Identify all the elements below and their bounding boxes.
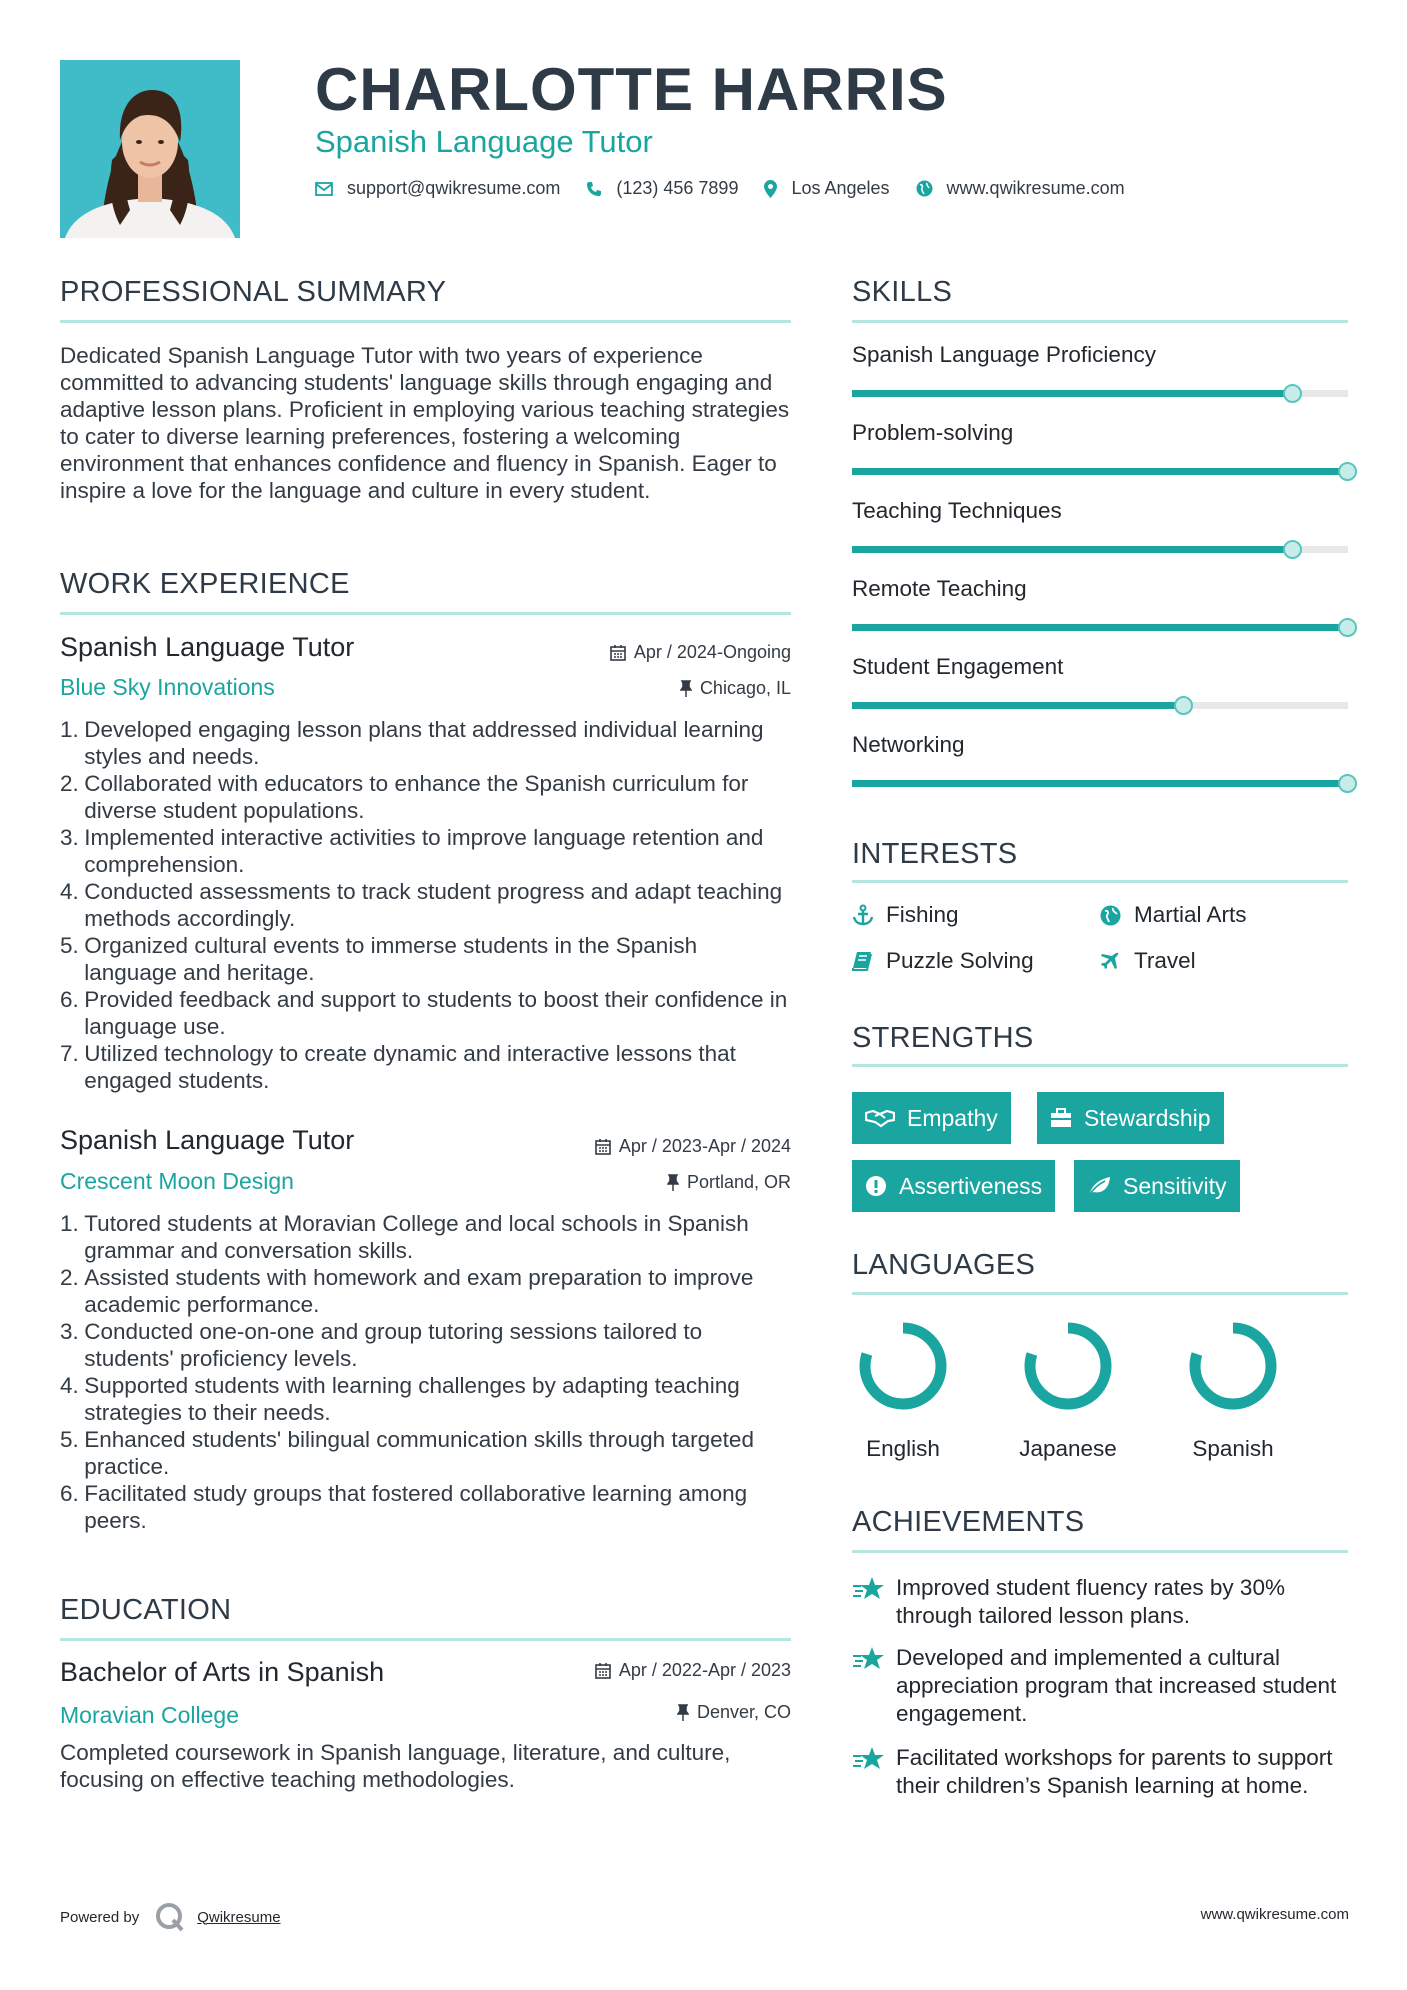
education-location-text: Denver, CO <box>696 1702 791 1722</box>
interests-heading: INTERESTS <box>852 838 1018 870</box>
list-item: 4. Conducted assessments to track student progress and adapt teaching methods accordingly. <box>60 879 783 931</box>
strength-chip <box>852 1160 1055 1212</box>
job-2-dates <box>595 1136 791 1157</box>
pushpin-icon <box>680 680 692 697</box>
contact-bar <box>315 178 1151 199</box>
skill-bar-track <box>852 546 1348 553</box>
job-2-bullets <box>60 1210 795 1534</box>
calendar-icon <box>595 1138 611 1155</box>
profile-photo-image <box>60 60 240 238</box>
strength-chip <box>1074 1160 1240 1212</box>
work-divider <box>60 612 791 615</box>
skill-bar-track <box>852 624 1348 631</box>
list-item: 7. Utilized technology to create dynamic and interactive lessons that engaged students. <box>60 1041 736 1093</box>
skill-bar-knob <box>1338 618 1357 637</box>
star-icon <box>852 1574 896 1630</box>
map-pin-icon <box>764 180 777 198</box>
summary-divider <box>60 320 791 323</box>
language-name: Spanish <box>1192 1436 1274 1461</box>
candidate-role: Spanish Language Tutor <box>315 124 653 159</box>
interest-item <box>852 902 959 928</box>
language-name: English <box>866 1436 940 1461</box>
list-item: 3. Conducted one-on-one and group tutoring sessions tailored to students' proficiency levels. <box>60 1319 703 1371</box>
skill-bar-knob <box>1338 462 1357 481</box>
skills-divider <box>852 320 1348 323</box>
education-dates-text: Apr / 2022-Apr / 2023 <box>618 1660 791 1680</box>
skill-bar-track <box>852 468 1348 475</box>
list-item: 5. Enhanced students' bilingual communication skills through targeted practice. <box>60 1427 754 1479</box>
interest-label: Puzzle Solving <box>886 948 1034 973</box>
job-1-location-text: Chicago, IL <box>699 678 791 698</box>
job-2-company: Crescent Moon Design <box>60 1168 294 1194</box>
achievement-text: Improved student fluency rates by 30% through tailored lesson plans. <box>896 1575 1285 1628</box>
summary-text: Dedicated Spanish Language Tutor with two years of experience committed to advancing students' language skills through engaging and adaptive lesson plans. Proficient in employing various teaching strategies to cater to diverse learning preferences, fostering a welcoming environment that enhances confidence and fluency in Spanish. Eager to inspire a love for the language and culture in every student. <box>60 343 790 503</box>
handshake-icon <box>865 1108 895 1128</box>
book-icon <box>852 951 886 971</box>
contact-email[interactable] <box>315 178 560 199</box>
skill-bar-knob <box>1283 384 1302 403</box>
achievement-item <box>852 1744 1352 1800</box>
pushpin-icon <box>677 1704 689 1721</box>
language-item <box>838 1318 968 1462</box>
languages-heading: LANGUAGES <box>852 1249 1036 1281</box>
skill-bar-fill <box>852 546 1293 553</box>
skill-bar-fill <box>852 624 1348 631</box>
skill-name: Problem-solving <box>852 420 1014 445</box>
contact-phone[interactable] <box>586 178 738 199</box>
achievement-item <box>852 1574 1352 1630</box>
summary-heading: PROFESSIONAL SUMMARY <box>60 276 447 308</box>
job-1-location <box>680 678 791 699</box>
strength-label: Sensitivity <box>1123 1172 1227 1199</box>
strengths-heading: STRENGTHS <box>852 1022 1034 1054</box>
education-dates <box>595 1660 791 1681</box>
pushpin-icon <box>667 1174 679 1191</box>
contact-email-text: support@qwikresume.com <box>347 178 561 198</box>
list-item: 3. Implemented interactive activities to improve language retention and comprehension. <box>60 825 764 877</box>
strength-label: Stewardship <box>1084 1104 1211 1131</box>
language-ring <box>855 1318 951 1414</box>
education-heading: EDUCATION <box>60 1594 232 1626</box>
brand-link[interactable]: Qwikresume <box>197 1908 281 1926</box>
footer-powered-by <box>60 1902 281 1932</box>
education-text: Completed coursework in Spanish language, literature, and culture, focusing on effective teaching methodologies. <box>60 1740 731 1792</box>
job-2-title: Spanish Language Tutor <box>60 1125 355 1155</box>
skill-bar-knob <box>1283 540 1302 559</box>
skill-bar-knob <box>1338 774 1357 793</box>
envelope-icon <box>315 182 333 196</box>
achievement-text: Facilitated workshops for parents to support their children’s Spanish learning at home. <box>896 1745 1333 1798</box>
skill-bar-fill <box>852 702 1184 709</box>
footer-website[interactable]: www.qwikresume.com <box>1200 1906 1349 1923</box>
skill-name: Spanish Language Proficiency <box>852 342 1156 367</box>
skill-bar-fill <box>852 468 1348 475</box>
leaf-icon <box>1087 1176 1111 1196</box>
achievement-item <box>852 1644 1352 1728</box>
achievement-text: Developed and implemented a cultural appreciation program that increased student engagement. <box>896 1645 1337 1726</box>
star-icon <box>852 1644 896 1728</box>
contact-phone-text: (123) 456 7899 <box>616 178 739 198</box>
globe-icon <box>916 180 933 197</box>
strength-chip <box>852 1092 1011 1144</box>
plane-icon <box>1100 951 1134 971</box>
job-1-dates-text: Apr / 2024-Ongoing <box>633 642 791 662</box>
list-item: 4. Supported students with learning challenges by adapting teaching strategies to their needs. <box>60 1373 740 1425</box>
language-ring-arc <box>1030 1328 1106 1404</box>
calendar-icon <box>595 1662 611 1679</box>
skill-bar-track <box>852 390 1348 397</box>
list-item: 2. Assisted students with homework and exam preparation to improve academic performance. <box>60 1265 754 1317</box>
skills-heading: SKILLS <box>852 276 953 308</box>
job-1-dates <box>610 642 791 663</box>
achievements-divider <box>852 1550 1348 1553</box>
list-item: 6. Provided feedback and support to students to boost their confidence in language use. <box>60 987 788 1039</box>
skill-bar-track <box>852 702 1348 709</box>
anchor-icon <box>852 904 886 926</box>
skill-name: Student Engagement <box>852 654 1064 679</box>
languages-divider <box>852 1292 1348 1295</box>
skill-bar-knob <box>1174 696 1193 715</box>
interest-label: Travel <box>1134 948 1196 973</box>
strength-chip <box>1037 1092 1224 1144</box>
globe-icon <box>1100 905 1134 926</box>
interests-divider <box>852 880 1348 883</box>
language-name: Japanese <box>1019 1436 1117 1461</box>
job-2-location <box>667 1172 791 1193</box>
language-ring <box>1020 1318 1116 1414</box>
education-location <box>677 1702 791 1723</box>
education-school: Moravian College <box>60 1702 239 1728</box>
list-item: 2. Collaborated with educators to enhance the Spanish curriculum for diverse student populations. <box>60 771 749 823</box>
list-item: 6. Facilitated study groups that fostered collaborative learning among peers. <box>60 1481 748 1533</box>
qwikresume-logo-icon <box>155 1902 185 1932</box>
exclamation-icon <box>865 1175 887 1197</box>
contact-location-text: Los Angeles <box>791 178 890 198</box>
achievements-heading: ACHIEVEMENTS <box>852 1506 1085 1538</box>
candidate-name: CHARLOTTE HARRIS <box>315 56 948 123</box>
job-2-location-text: Portland, OR <box>686 1172 791 1192</box>
education-degree: Bachelor of Arts in Spanish <box>60 1657 385 1687</box>
skill-bar-fill <box>852 780 1348 787</box>
interest-label: Martial Arts <box>1134 902 1247 927</box>
skill-name: Remote Teaching <box>852 576 1027 601</box>
contact-website-text: www.qwikresume.com <box>946 178 1125 198</box>
profile-photo <box>60 60 240 238</box>
work-heading: WORK EXPERIENCE <box>60 568 350 600</box>
job-1-company: Blue Sky Innovations <box>60 674 275 700</box>
list-item: 1. Developed engaging lesson plans that addressed individual learning styles and needs. <box>60 717 764 769</box>
calendar-icon <box>610 644 626 661</box>
list-item: 5. Organized cultural events to immerse students in the Spanish language and heritage. <box>60 933 698 985</box>
list-item: 1. Tutored students at Moravian College and local schools in Spanish grammar and conversation skills. <box>60 1211 749 1263</box>
interest-item <box>1100 948 1196 974</box>
language-ring-arc <box>1195 1328 1271 1404</box>
star-icon <box>852 1744 896 1800</box>
language-ring <box>1185 1318 1281 1414</box>
interest-item <box>852 948 1034 974</box>
interest-label: Fishing <box>886 902 959 927</box>
contact-location <box>764 178 889 199</box>
phone-icon <box>586 181 602 197</box>
job-2-dates-text: Apr / 2023-Apr / 2024 <box>618 1136 791 1156</box>
skill-name: Networking <box>852 732 965 757</box>
powered-by-label: Powered by <box>60 1908 140 1926</box>
skill-name: Teaching Techniques <box>852 498 1062 523</box>
job-1-bullets <box>60 716 795 1094</box>
language-item <box>1003 1318 1133 1462</box>
strength-label: Empathy <box>907 1104 998 1131</box>
contact-website[interactable] <box>916 178 1125 199</box>
interest-item <box>1100 902 1247 928</box>
skill-bar-fill <box>852 390 1293 397</box>
job-1-title: Spanish Language Tutor <box>60 632 355 662</box>
briefcase-icon <box>1050 1108 1072 1128</box>
language-ring-arc <box>865 1328 941 1404</box>
language-item <box>1168 1318 1298 1462</box>
strength-label: Assertiveness <box>899 1172 1043 1199</box>
education-divider <box>60 1638 791 1641</box>
skill-bar-track <box>852 780 1348 787</box>
strengths-divider <box>852 1064 1348 1067</box>
